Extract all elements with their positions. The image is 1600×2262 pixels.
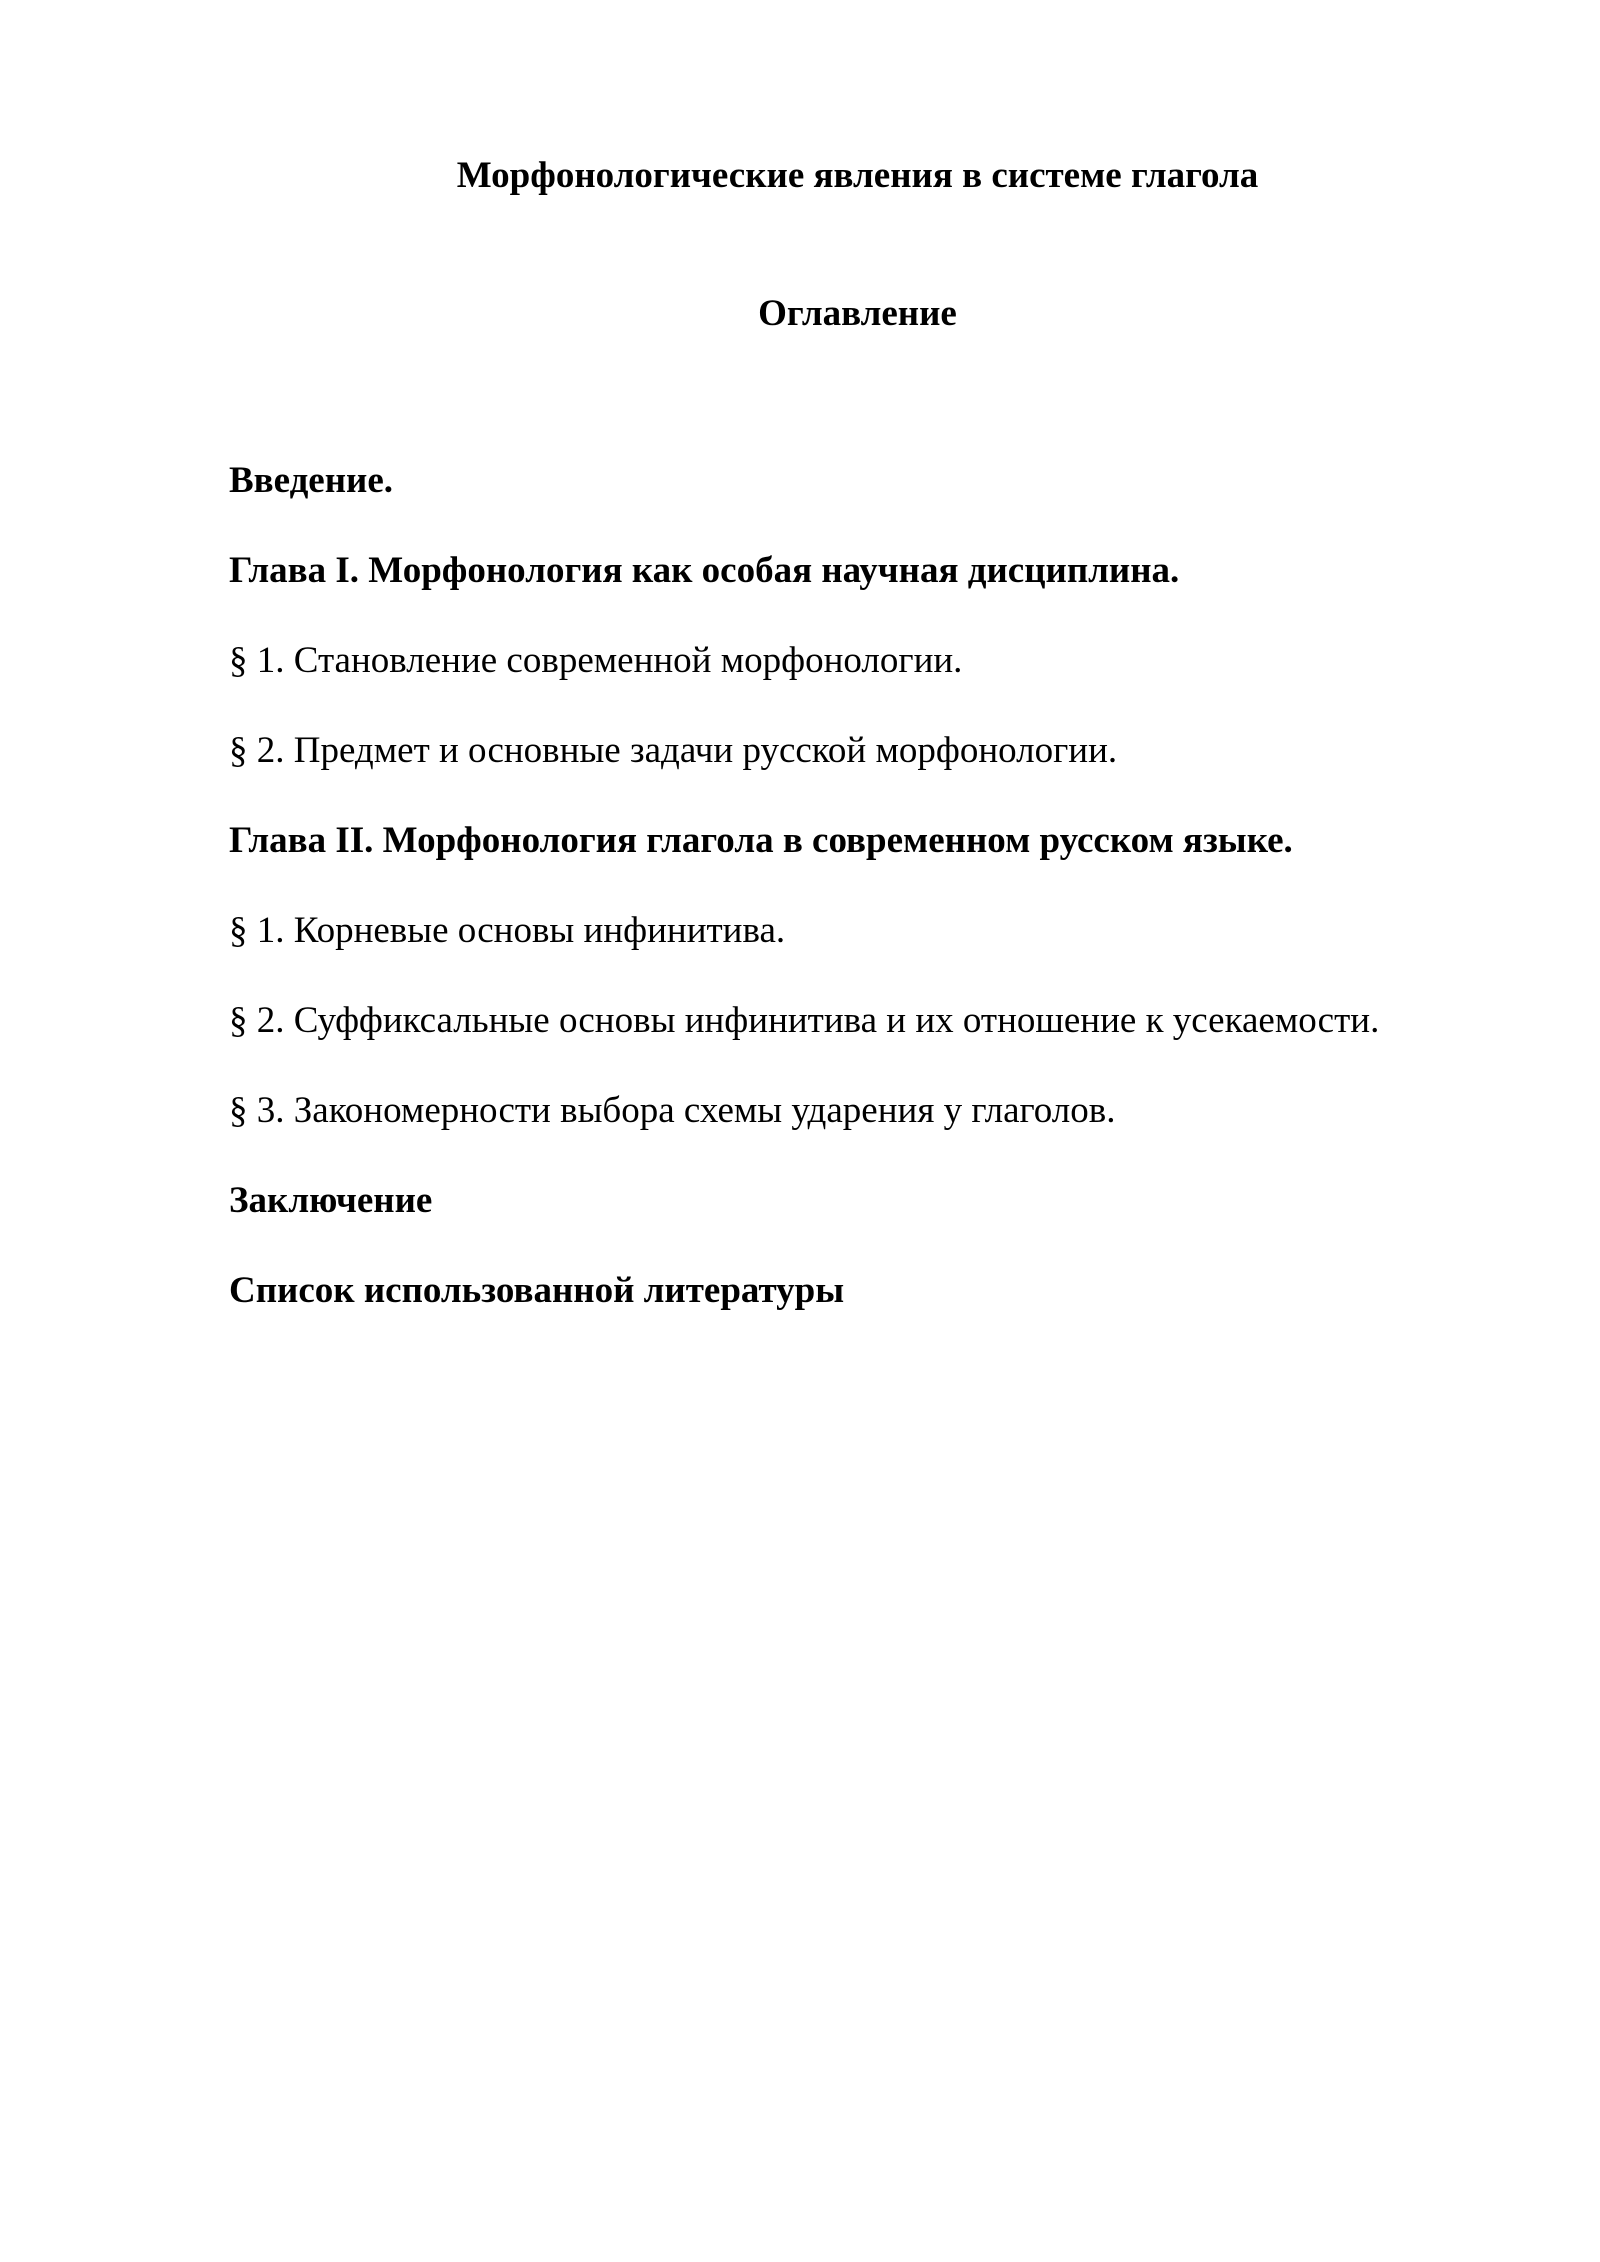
toc-item-chapter-2: Глава II. Морфонология глагола в современном русском языке. xyxy=(229,820,1293,861)
toc-heading: Оглавление xyxy=(758,293,957,334)
toc-item-chapter-1-section-1: § 1. Становление современной морфонологии. xyxy=(229,640,963,681)
toc-item-chapter-1-section-2: § 2. Предмет и основные задачи русской морфонологии. xyxy=(229,730,1118,771)
toc-item-conclusion: Заключение xyxy=(229,1180,433,1221)
toc-item-chapter-2-section-1: § 1. Корневые основы инфинитива. xyxy=(229,910,786,951)
toc-item-chapter-2-section-2: § 2. Суффиксальные основы инфинитива и их отношение к усекаемости. xyxy=(229,1000,1380,1041)
toc-item-chapter-2-section-3: § 3. Закономерности выбора схемы ударения у глаголов. xyxy=(229,1090,1116,1131)
document-title: Морфонологические явления в системе глагола xyxy=(456,155,1259,196)
toc-item-bibliography: Список использованной литературы xyxy=(229,1270,845,1311)
toc-item-chapter-1: Глава I. Морфонология как особая научная дисциплина. xyxy=(229,550,1180,591)
toc-item-introduction: Введение. xyxy=(229,460,394,501)
table-of-contents xyxy=(229,455,1486,1317)
